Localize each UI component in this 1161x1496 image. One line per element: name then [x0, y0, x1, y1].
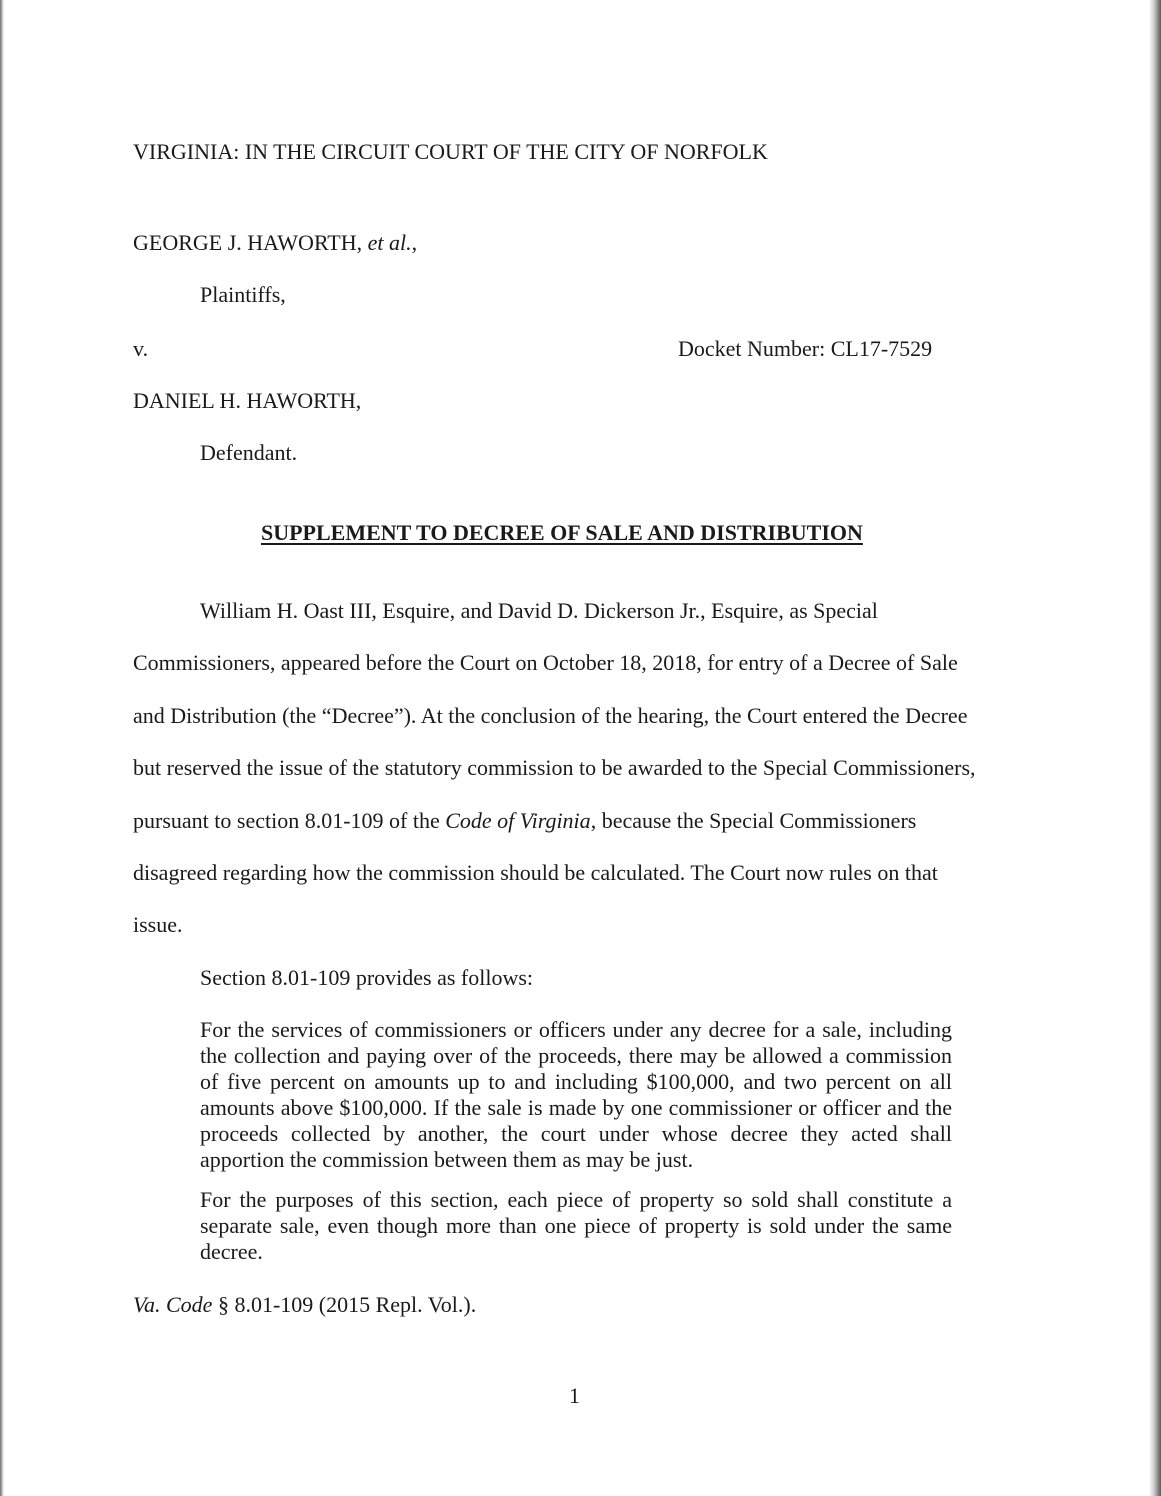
plaintiff-name-text: GEORGE J. HAWORTH, [133, 230, 368, 255]
paragraph-1-line-3: and Distribution (the “Decree”). At the conclusion of the hearing, the Court entered the Decree [133, 703, 968, 728]
docket-number: Docket Number: CL17-7529 [678, 336, 933, 361]
scan-edge-left [0, 0, 4, 1496]
statute-quote-2: For the purposes of this section, each piece of property so sold shall constitute a separate sale, even though more than one piece of property is sold under the same decree. [200, 1187, 952, 1264]
paragraph-1-line-5-a: pursuant to section 8.01-109 of the [133, 808, 446, 833]
statute-quote-1: For the services of commissioners or officers under any decree for a sale, including the collection and paying over of the proceeds, there may be allowed a commission of five percent on amounts up to and including $100,000, and two percent on all amounts above $100,000. If the sale is made by one commissioner or officer and the proceeds collected by another, the court under whose decree they acted shall apportion the commission between them as may be just. [200, 1017, 952, 1172]
code-of-virginia: Code of Virginia [445, 808, 591, 833]
defendant-name: DANIEL H. HAWORTH, [133, 388, 362, 413]
paragraph-1-line-2: Commissioners, appeared before the Court on October 18, 2018, for entry of a Decree of Sale [133, 650, 958, 675]
plaintiff-comma: , [411, 230, 418, 255]
paragraph-1-line-5 [133, 808, 916, 834]
court-heading: VIRGINIA: IN THE CIRCUIT COURT OF THE CITY OF NORFOLK [133, 139, 768, 164]
paragraph-1-line-5-b: , because the Special Commissioners [590, 808, 917, 833]
paragraph-1-line-6: disagreed regarding how the commission should be calculated. The Court now rules on that [133, 860, 938, 885]
plaintiff-name [133, 230, 417, 256]
paragraph-1-line-7: issue. [133, 912, 183, 937]
citation-code: Va. Code [133, 1292, 213, 1317]
plaintiffs-role: Plaintiffs, [200, 282, 286, 307]
plaintiff-etal: et al. [367, 230, 412, 255]
defendant-role: Defendant. [200, 440, 298, 465]
statute-citation [133, 1292, 476, 1318]
paragraph-1-line-1: William H. Oast III, Esquire, and David D. Dickerson Jr., Esquire, as Special [200, 598, 878, 623]
document-title: SUPPLEMENT TO DECREE OF SALE AND DISTRIBUTION [261, 520, 863, 545]
scan-edge-right [1149, 0, 1161, 1496]
paragraph-2: Section 8.01-109 provides as follows: [200, 965, 534, 990]
versus-label: v. [133, 336, 149, 361]
paragraph-1-line-4: but reserved the issue of the statutory commission to be awarded to the Special Commissioners, [133, 755, 976, 780]
page-number: 1 [569, 1383, 580, 1408]
citation-rest: § 8.01-109 (2015 Repl. Vol.). [212, 1292, 477, 1317]
